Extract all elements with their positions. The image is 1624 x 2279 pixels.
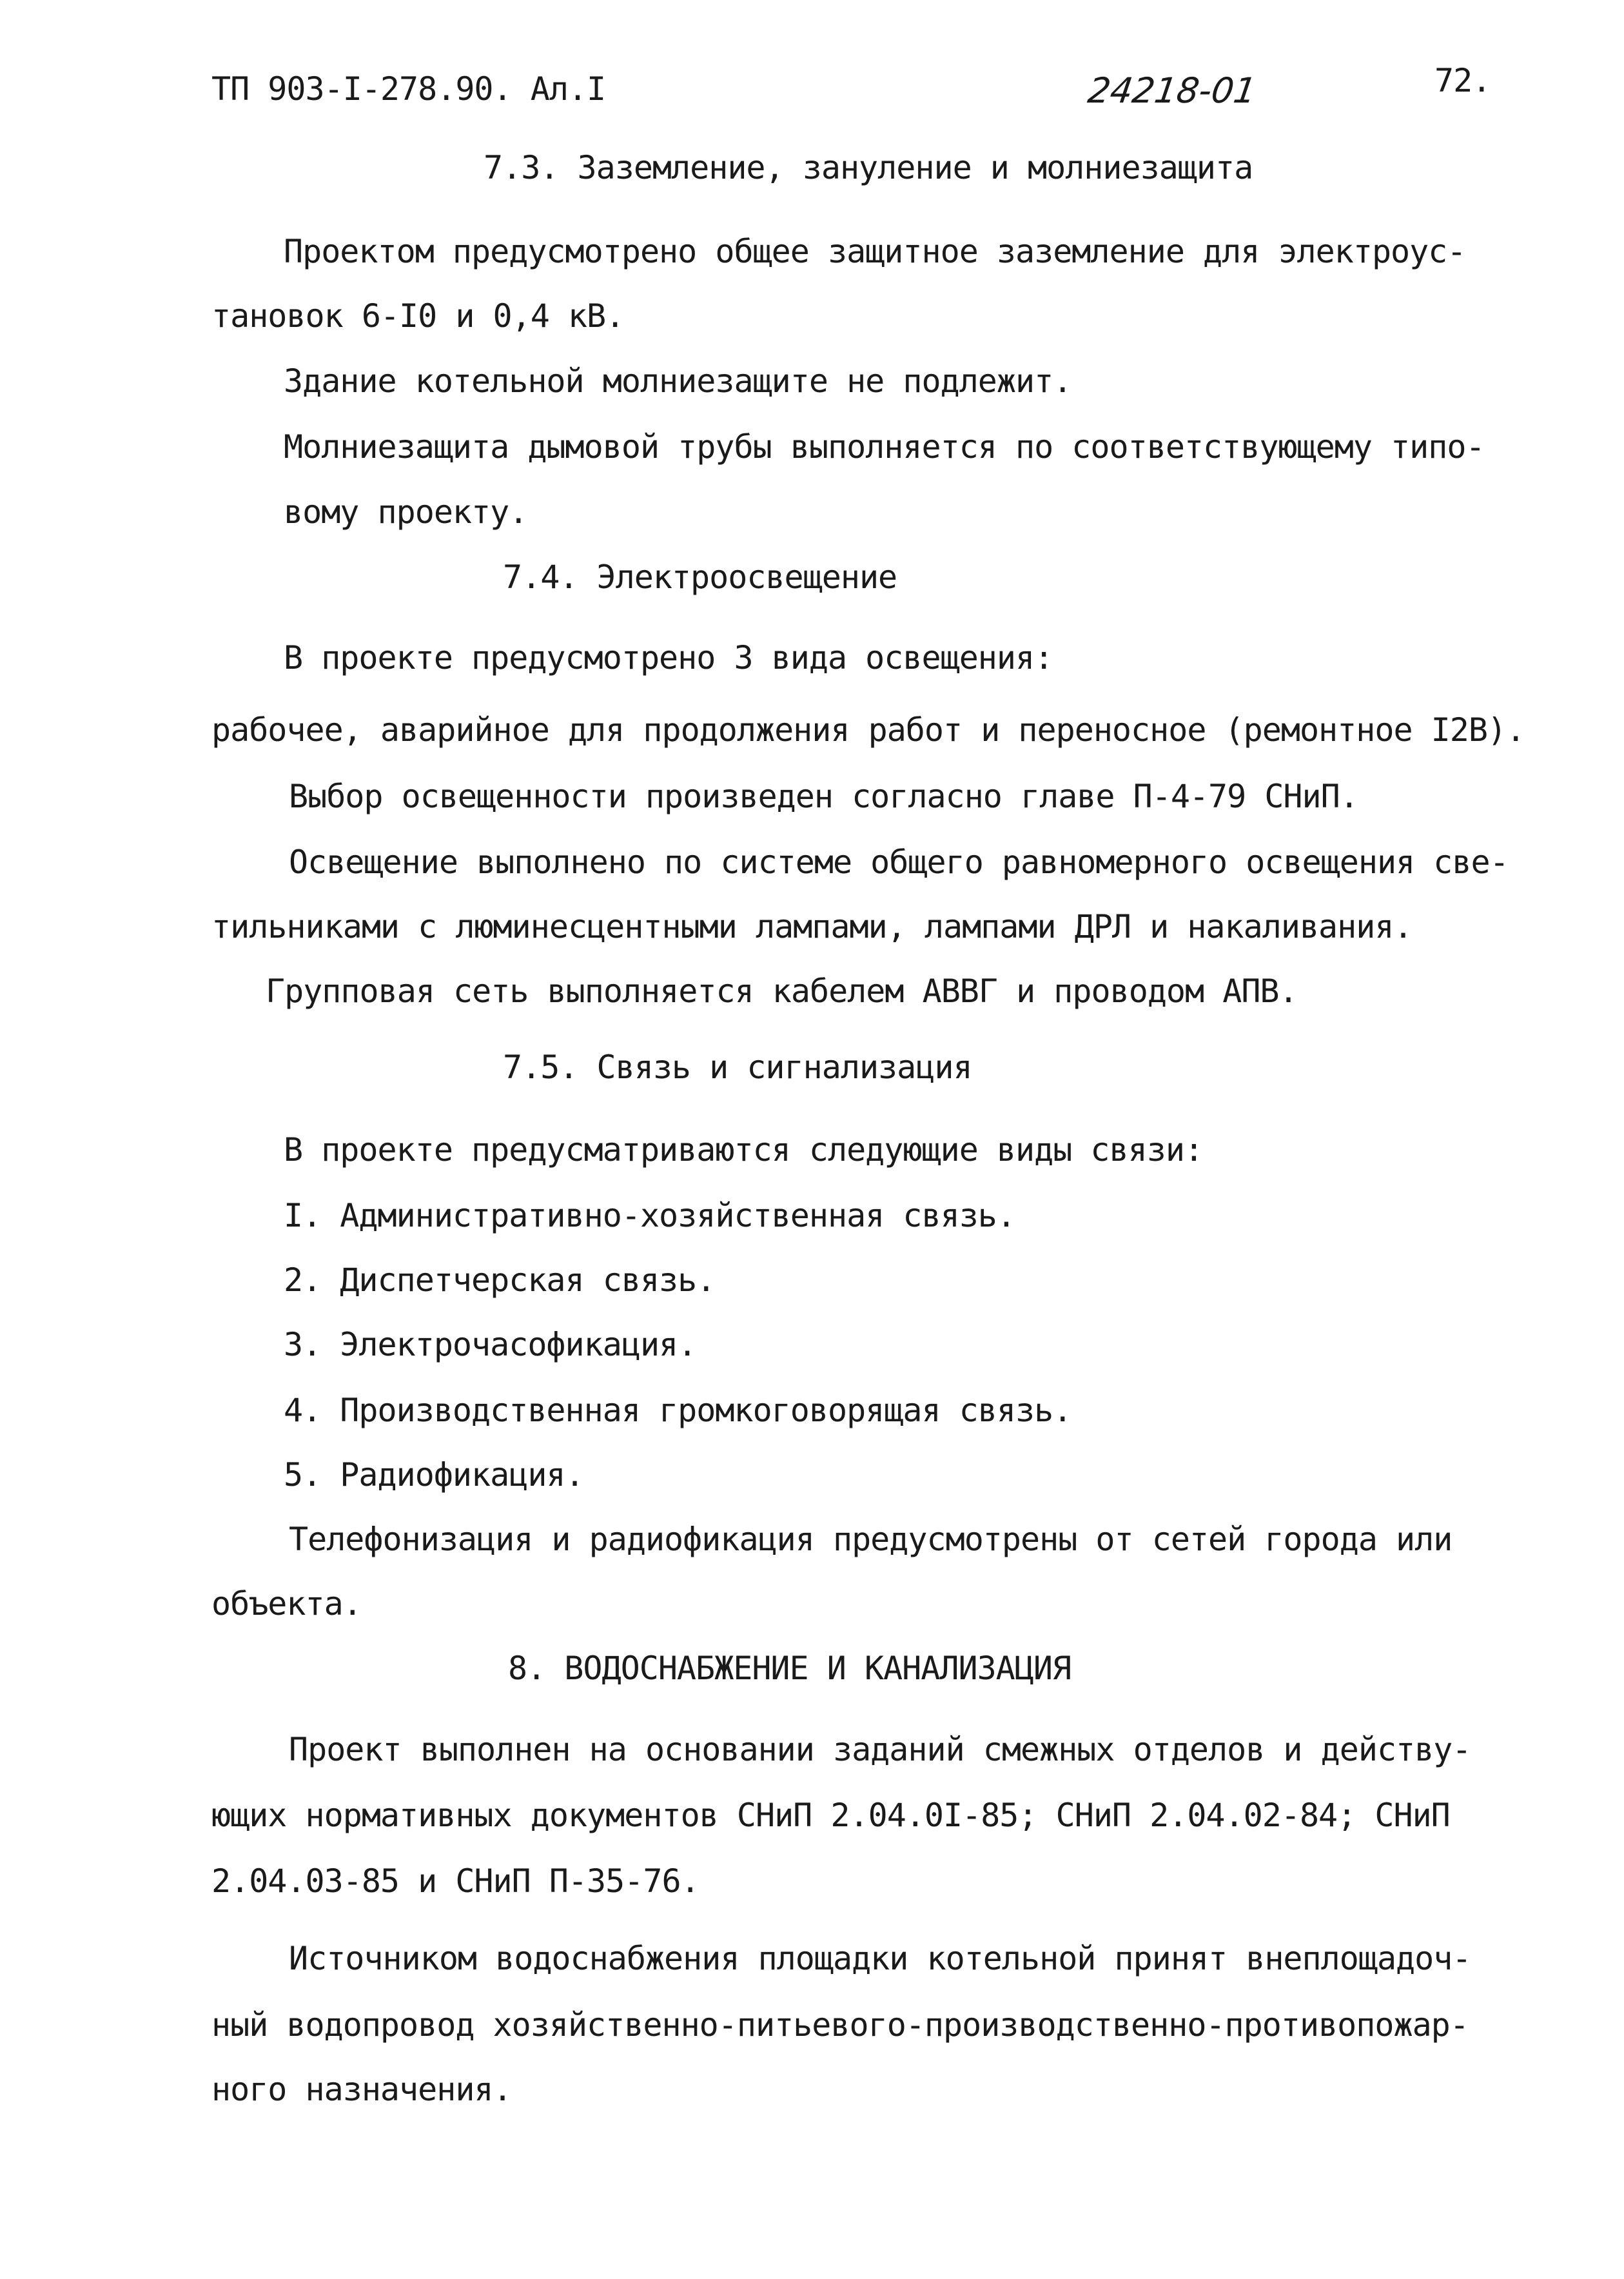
handwritten-inventory-number: 24218-01 [1085, 70, 1259, 111]
paragraph-line: Проектом предусмотрено общее защитное заземление для электроус- [284, 233, 1466, 270]
section-heading-7-3: 7.3. Заземление, зануление и молниезащита [484, 149, 1253, 186]
paragraph-line: ющих нормативных документов СНиП 2.04.0I-85; СНиП 2.04.02-84; СНиП [211, 1797, 1450, 1834]
paragraph-line: ного назначения. [211, 2071, 512, 2108]
page-number: 72. [1434, 62, 1491, 99]
paragraph-line: вому проекту. [284, 493, 528, 531]
paragraph-line: Групповая сеть выполняется кабелем АВВГ и проводом АПВ. [266, 972, 1298, 1010]
paragraph-line: В проекте предусматриваются следующие виды связи: [284, 1131, 1204, 1169]
list-item: 3. Электрочасофикация. [284, 1326, 697, 1363]
paragraph-line: Освещение выполнено по системе общего равномерного освещения све- [289, 844, 1509, 881]
list-item: 4. Производственная громкоговорящая связь. [284, 1392, 1072, 1429]
paragraph-line: Проект выполнен на основании заданий смежных отделов и действу- [289, 1731, 1471, 1768]
paragraph-line: Молниезащита дымовой трубы выполняется по соответствующему типо- [284, 428, 1485, 466]
list-item: I. Административно-хозяйственная связь. [284, 1197, 1015, 1234]
paragraph-line: объекта. [211, 1585, 362, 1623]
paragraph-line: ный водопровод хозяйственно-питьевого-производственно-противопожар- [211, 2006, 1469, 2044]
paragraph-line: В проекте предусмотрено 3 вида освещения: [284, 639, 1053, 676]
section-heading-7-4: 7.4. Электроосвещение [503, 558, 897, 596]
section-heading-8: 8. ВОДОСНАБЖЕНИЕ И КАНАЛИЗАЦИЯ [508, 1650, 1071, 1687]
section-heading-7-5: 7.5. Связь и сигнализация [503, 1049, 972, 1086]
paragraph-line: Здание котельной молниезащите не подлежит. [284, 362, 1072, 400]
paragraph-line: тильниками с люминесцентными лампами, лампами ДРЛ и накаливания. [211, 908, 1413, 945]
document-code: ТП 903-I-278.90. Ал.I [211, 70, 606, 108]
paragraph-line: тановок 6-I0 и 0,4 кВ. [211, 297, 625, 335]
list-item: 5. Радиофикация. [284, 1456, 584, 1494]
list-item: 2. Диспетчерская связь. [284, 1261, 716, 1299]
paragraph-line: Телефонизация и радиофикация предусмотрены от сетей города или [289, 1521, 1453, 1558]
paragraph-line: 2.04.03-85 и СНиП П-35-76. [211, 1862, 699, 1900]
paragraph-line: Выбор освещенности произведен согласно главе П-4-79 СНиП. [289, 778, 1358, 815]
paragraph-line: рабочее, аварийное для продолжения работ и переносное (ремонтное I2В). [211, 711, 1525, 749]
paragraph-line: Источником водоснабжения площадки котельной принят внеплощадоч- [289, 1940, 1471, 1977]
